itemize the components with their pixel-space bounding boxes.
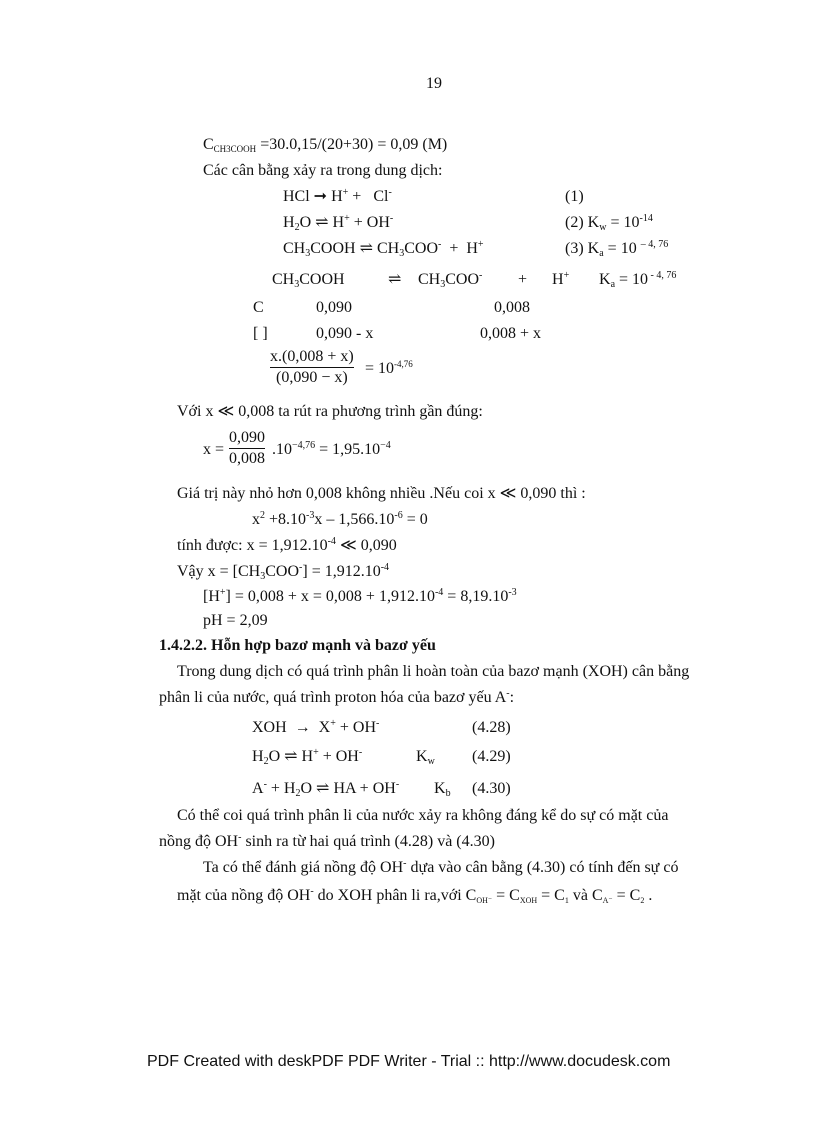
- section-heading: 1.4.2.2. Hỗn hợp bazơ mạnh và bazơ yếu: [159, 637, 436, 654]
- base-equation-4-29: $H_2O$ ⇌ H+ + OH-: [252, 747, 363, 767]
- computed-x: tính được: $x = 1,912.10^{-4}$ ≪ 0,090: [177, 536, 397, 554]
- equilibrium-2: $H_2O$ ⇌ H+ + OH-: [283, 213, 394, 233]
- equilibrium-1: HCl ➞ H+ + Cl-: [283, 187, 392, 205]
- arrow-right-icon: ➞: [313, 188, 332, 205]
- equilibrium-arrow-icon: ⇌: [359, 240, 377, 257]
- page-number: 19: [426, 75, 442, 92]
- paragraph-3-line-2: mặt của nồng độ OH- do XOH phân li ra,với $C_{OH^-} = C_{XOH} = C_1$ và $C_{A^-} = C_2$ .: [177, 886, 653, 905]
- ice-row-c-acid: 0,090: [316, 299, 352, 316]
- ice-plus: +: [518, 271, 528, 288]
- base-equation-4-30-k: $K_b$: [434, 780, 451, 799]
- hplus-concentration: $[H^+] = 0,008 + x = 0,008 + 1,912.10^{-4} = 8,19.10^{-3}$: [203, 587, 517, 605]
- ice-equation-hplus: H+: [552, 270, 570, 288]
- equilibrium-3-number: (3) $K_a = 10$ $^{- 4, 76}$: [565, 239, 669, 259]
- ice-row-c-hplus: 0,008: [494, 299, 530, 316]
- ice-row-eq-label: [ ]: [253, 325, 268, 342]
- paragraph-3-line-1: Ta có thể đánh giá nồng độ OH- dựa vào cân bằng (4.30) có tính đến sự có: [203, 858, 679, 876]
- equilibrium-arrow-icon: ⇌: [388, 271, 402, 288]
- x-equals: x =: [203, 441, 225, 458]
- base-equation-4-28-number: (4.28): [472, 719, 511, 736]
- equilibrium-arrow-icon: ⇌: [315, 214, 333, 231]
- concentration-line: $C_{CH3COOH} =30.0,15/(20+30) = 0,09$ (M): [203, 136, 448, 154]
- paragraph-1-line-1: Trong dung dịch có quá trình phân li hoàn toàn của bazơ mạnh (XOH) cân bằng: [177, 663, 690, 680]
- equilibrium-2-number: (2) $K_w = 10^{-14}$: [565, 213, 653, 233]
- ice-row-eq-hplus: 0,008 + x: [480, 325, 542, 342]
- acetate-concentration: Vậy $x = [CH_3COO^-] = 1,912.10^{-4}$: [177, 562, 390, 582]
- ice-equation-ka: $K_a = 10$ $^{- 4, 76}$: [599, 270, 677, 290]
- approx-fraction: $\frac{0,090}{0,008}$: [229, 429, 265, 467]
- base-equation-4-29-number: (4.29): [472, 748, 511, 765]
- base-equation-4-28: XOH → X+ + OH-: [252, 718, 380, 736]
- ka-fraction-rhs: = $10^{-4,76}$: [365, 359, 413, 377]
- equilibria-intro: Các cân bằng xảy ra trong dung dịch:: [203, 162, 443, 179]
- ka-fraction: $\frac{x.(0,008 + x)}{(0,090 - x)}$: [270, 348, 354, 386]
- pdf-footer: PDF Created with deskPDF PDF Writer - Trial :: http://www.docudesk.com: [147, 1053, 671, 1070]
- equilibrium-3: $CH_3COOH$ ⇌ $CH_3COO^- + H^+$: [283, 239, 484, 259]
- paragraph-2-line-1: Có thể coi quá trình phân li của nước xảy ra không đáng kể do sự có mặt của: [177, 807, 669, 824]
- base-equation-4-30: $A^- + H_2O$ ⇌ HA + OH-: [252, 779, 400, 799]
- approx-note: Giá trị này nhỏ hơn 0,008 không nhiều .Nếu coi x ≪ 0,090 thì :: [177, 485, 586, 502]
- approx-intro: Với x ≪ 0,008 ta rút ra phương trình gần đúng:: [177, 403, 483, 420]
- base-equation-4-29-k: $K_w$: [416, 748, 435, 767]
- ice-row-eq-acid: 0,090 - x: [316, 325, 374, 342]
- ice-equation-product: $CH_3COO^-$: [418, 270, 483, 290]
- ph-result: pH = 2,09: [203, 612, 268, 629]
- paragraph-2-line-2: nồng độ OH- sinh ra từ hai quá trình (4.28) và (4.30): [159, 832, 495, 850]
- ice-row-c-label: C: [253, 299, 264, 316]
- base-equation-4-30-number: (4.30): [472, 780, 511, 797]
- paragraph-1-line-2: phân li của nước, quá trình proton hóa của bazơ yếu A-:: [159, 688, 515, 706]
- equilibrium-1-number: (1): [565, 188, 584, 205]
- quadratic-equation: $x^2 +8.10^{-3}x - 1,566.10^{-6} = 0$: [252, 510, 428, 528]
- ice-equation: $CH_3COOH$: [272, 271, 345, 290]
- approx-result: $.10^{-4,76} = 1,95.10^{-4}$: [272, 440, 391, 458]
